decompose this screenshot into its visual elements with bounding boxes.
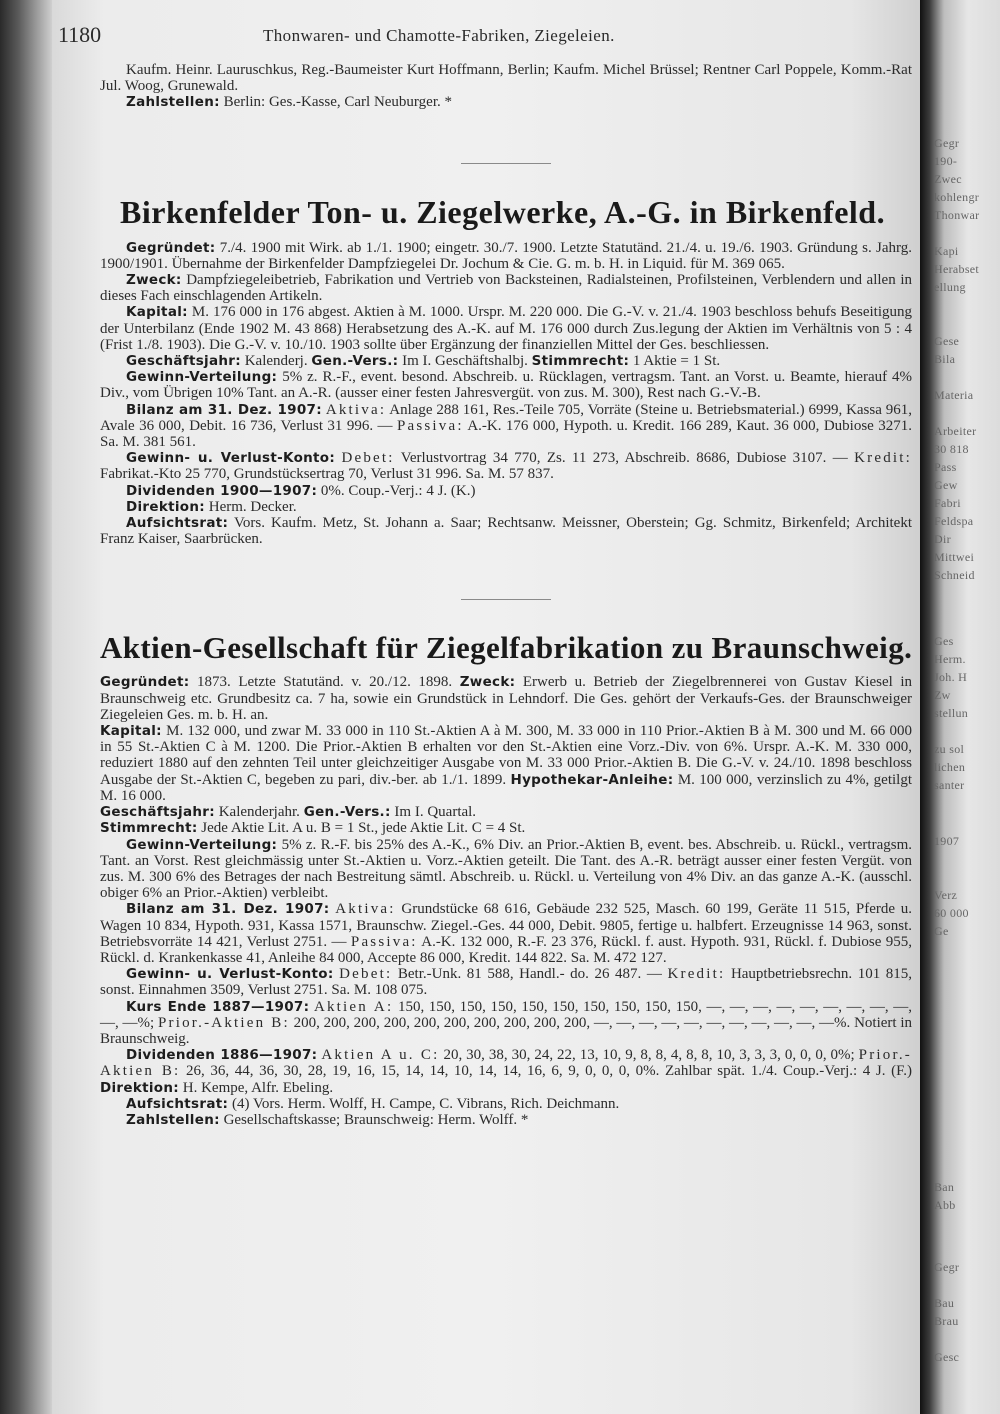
- field-label: Gewinn- u. Verlust-Konto:: [126, 966, 334, 983]
- zahlstellen-paragraph: [100, 1112, 912, 1128]
- adjacent-page-fragment: Zwec: [934, 172, 962, 186]
- field-label: Kurs Ende 1887—1907:: [126, 998, 310, 1015]
- field-value: M. 132 000, und zwar M. 33 000 in 110 St.-Aktien A à M. 300, M. 33 000 in 110 Prior.-Aktien B à M. 300 und M. 66 000 in 55 St.-Aktien C à M. 1200. Die Prior.-Aktien B erhalten vor den St.-Aktien eine Vorz.-Div. von 6%. Urspr. A.-K. M. 330 000, reduziert 1880 auf den zehnten Teil unter gleichzeitiger Ausgabe von M. 33 000 Prior.-Aktien B. Die G.-V. v. 24./10. 1898 beschloss Ausgabe der St.-Aktien C, begeben zu pari, div.-ber. ab 1./1. 1899.: [100, 723, 913, 788]
- company-title: Birkenfelder Ton- u. Ziegelwerke, A.-G. in Birkenfeld.: [120, 193, 886, 230]
- gegruendet-paragraph: [100, 240, 912, 272]
- adjacent-page-fragment: 60 000: [934, 906, 969, 920]
- adjacent-page-fragment: Dir: [934, 532, 951, 546]
- adjacent-page-fragment: Materia: [934, 388, 974, 402]
- board-members-continuation: Kaufm. Heinr. Lauruschkus, Reg.-Baumeister Kurt Hoffmann, Berlin; Kaufm. Michel Brüssel; Rentner Carl Poppele, Komm.-Rat Jul. Woog, Grunewald.: [100, 62, 912, 95]
- field-value: Im I. Geschäftshalbj.: [402, 353, 528, 370]
- field-value: Dampfziegeleibetrieb, Fabrikation und Vertrieb von Backsteinen, Radialsteinen, Profilsteinen, Verblendern und allen in dieses Fach einschlagenden Artikeln.: [100, 272, 912, 305]
- field-value: Berlin: Ges.-Kasse, Carl Neuburger. *: [223, 94, 452, 111]
- guv-paragraph: [100, 966, 912, 998]
- adjacent-page-fragment: Gegr: [934, 1260, 960, 1274]
- guv-paragraph: [100, 450, 912, 482]
- adjacent-page-fragment: 30 818: [934, 442, 969, 456]
- field-value: 200, 200, 200, 200, 200, 200, 200, 200, 200, 200, —, —, —, —, —, —, —, —, —, —, —%. Notiert in Braunschweig.: [100, 1014, 913, 1047]
- field-label: Gewinn-Verteilung:: [126, 836, 278, 853]
- adjacent-page-fragment: santer: [934, 778, 965, 792]
- adjacent-page-fragment: zu sol: [934, 742, 965, 756]
- field-value: Gesellschaftskasse; Braunschweig: Herm. Wolff. *: [223, 1111, 529, 1128]
- adjacent-page-fragment: Ge: [934, 924, 949, 938]
- company-title: Aktien-Gesellschaft für Ziegelfabrikation zu Braunschweig.: [100, 630, 913, 666]
- field-value: Fabrikat.-Kto 25 770, Grundstücksertrag 70, Verlust 31 996. Sa. M. 57 837.: [100, 466, 554, 483]
- field-label: Hypothekar-Anleihe:: [510, 771, 674, 788]
- direktion-paragraph: [100, 499, 912, 515]
- field-value: 20, 30, 38, 30, 24, 22, 13, 10, 9, 8, 8, 4, 8, 8, 10, 3, 3, 3, 0, 0, 0, 0%;: [443, 1047, 855, 1064]
- adjacent-page-edge: [920, 0, 1000, 1414]
- aufsichtsrat-paragraph: [100, 1096, 912, 1112]
- zahlstellen-paragraph: [100, 94, 912, 110]
- adjacent-page-fragment: Arbeiter: [934, 424, 977, 438]
- field-label: Aufsichtsrat:: [126, 1095, 229, 1112]
- kurs-aktien-a-label: Aktien A:: [313, 998, 394, 1015]
- field-value: M. 100 000, verzinslich zu 4%, getilgt M. 16 000.: [100, 771, 913, 804]
- kurs-prior-b-label: Prior.-Aktien B:: [157, 1014, 290, 1031]
- field-label: Dividenden 1900—1907:: [126, 482, 318, 499]
- field-label: Zahlstellen:: [126, 94, 220, 111]
- field-value: Im I. Quartal.: [394, 804, 477, 821]
- adjacent-page-fragment: Schneid: [934, 568, 975, 582]
- field-value: 150, 150, 150, 150, 150, 150, 150, 150, 150, 150, —, —, —, —, —, —, —, —, —, —, —%;: [100, 998, 913, 1031]
- field-label: Zweck:: [126, 272, 182, 289]
- field-value: Herm. Decker.: [208, 498, 297, 515]
- field-label: Gen.-Vers.:: [311, 353, 399, 370]
- field-value: Vors. Kaufm. Metz, St. Johann a. Saar; Rechtsanw. Meissner, Oberstein; Gg. Schmitz, Birkenfeld; Architekt Franz Kaiser, Saarbrücken.: [100, 515, 913, 548]
- adjacent-page-fragment: 190-: [934, 154, 958, 168]
- adjacent-page-fragment: Ges: [934, 634, 954, 648]
- adjacent-page-fragment: Ban: [934, 1180, 955, 1194]
- field-label: Direktion:: [126, 498, 205, 515]
- field-value: A.-K. 176 000, Hypoth. u. Kredit. 166 289, Kaut. 36 000, Dubiose 3271. Sa. M. 381 561.: [100, 417, 912, 451]
- adjacent-page-fragment: Brau: [934, 1314, 959, 1328]
- kurs-paragraph: [100, 999, 912, 1048]
- adjacent-page-fragment: Joh. H: [934, 670, 968, 684]
- adjacent-page-fragment: Gesc: [934, 1350, 960, 1364]
- page-content: [100, 62, 912, 1128]
- field-label: Gewinn-Verteilung:: [126, 369, 278, 386]
- field-label: Geschäftsjahr:: [126, 353, 241, 370]
- field-value: Kalenderjahr.: [218, 804, 300, 821]
- field-value: Anlage 288 161, Res.-Teile 705, Vorräte (Steine u. Betriebsmaterial.) 6999, Kassa 961, Avale 36 000, Debit. 16 736, Verlust 31 996. —: [100, 401, 912, 434]
- field-value: Betr.-Unk. 81 588, Handl.- do. 26 487. —: [397, 966, 662, 983]
- running-title: Thonwaren- und Chamotte-Fabriken, Ziegeleien.: [263, 26, 615, 45]
- adjacent-page-fragment: ellung: [934, 280, 966, 294]
- field-value: H. Kempe, Alfr. Ebeling.: [182, 1079, 334, 1096]
- field-value: Zahlbar spät. 1./4. Coup.-Verj.: 4 J. (F.): [665, 1063, 912, 1080]
- field-value: Grundstücke 68 616, Gebäude 232 525, Masch. 60 199, Geräte 11 515, Pferde u. Wagen 10 834, Hypoth. 931, Kassa 1571, Braunschw. Ziegel.-Ges. 44 000, Debit. 9805, fertige u. halbfert. Erzeugnisse 14 963, sonst. Betriebsvorräte 14 421, Verlust 2751. —: [100, 901, 913, 950]
- field-label: Bilanz am 31. Dez. 1907:: [126, 901, 330, 918]
- adjacent-page-fragment: Herm.: [934, 652, 966, 666]
- page-number: 1180: [58, 22, 102, 47]
- adjacent-page-fragment: Abb: [934, 1198, 956, 1212]
- adjacent-page-fragment: kohlengr: [934, 190, 980, 204]
- field-label: Zweck:: [459, 674, 516, 691]
- gewinn-verteilung-paragraph: [100, 837, 912, 902]
- kredit-label: Kredit:: [854, 450, 913, 467]
- company-entry-birkenfelder: [100, 194, 912, 548]
- bilanz-paragraph: [100, 901, 912, 966]
- passiva-label: Passiva:: [396, 417, 464, 434]
- field-value: Verlustvortrag 34 770, Zs. 11 273, Abschreib. 8686, Dubiose 3107. —: [400, 450, 848, 467]
- field-label: Gewinn- u. Verlust-Konto:: [126, 450, 336, 467]
- adjacent-page-fragment: Herabset: [934, 262, 980, 276]
- adjacent-page-fragment: Kapi: [934, 244, 959, 258]
- adjacent-page-fragment: stellun: [934, 706, 969, 720]
- kapital-paragraph: [100, 723, 912, 804]
- field-label: Gegründet:: [126, 239, 216, 256]
- adjacent-page-fragment: Thonwar: [934, 208, 980, 222]
- gegruendet-paragraph: [100, 674, 912, 723]
- field-value: Kalenderj.: [244, 353, 308, 370]
- adjacent-page-fragment: Mittwei: [934, 550, 975, 564]
- field-value: 26, 36, 44, 36, 30, 28, 19, 16, 15, 14, 14, 10, 14, 14, 16, 6, 9, 0, 0, 0, 0%.: [186, 1063, 660, 1080]
- adjacent-page-fragment: Bila: [934, 352, 956, 366]
- dividenden-paragraph: [100, 483, 912, 499]
- field-label: Geschäftsjahr:: [100, 804, 215, 821]
- kredit-label: Kredit:: [667, 966, 726, 983]
- field-label: Aufsichtsrat:: [126, 515, 229, 532]
- div-prior-b-label: Prior.-Aktien B:: [100, 1047, 912, 1080]
- section-divider: [461, 163, 551, 164]
- geschaeftsjahr-paragraph: [100, 353, 912, 369]
- section-divider: [461, 599, 551, 600]
- field-value: Erwerb u. Betrieb der Ziegelbrennerei von Gustav Kiesel in Braunschweig etc. Grundbesitz ca. 7 ha, sowie ein Grundstück in Lehndorf. Die Ges. gehört der Verkaufs-Ges. der Braunschweiger Ziegeleien Ges. m. b. H. an.: [100, 674, 913, 723]
- field-label: Gen.-Vers.:: [303, 804, 391, 821]
- adjacent-page-fragment: Gegr: [934, 136, 960, 150]
- debet-label: Debet:: [339, 966, 393, 983]
- div-aktien-ac-label: Aktien A u. C:: [321, 1047, 440, 1064]
- aktiva-label: Aktiva:: [335, 901, 396, 918]
- stimmrecht-paragraph: [100, 820, 912, 836]
- field-value: 0%. Coup.-Verj.: 4 J. (K.): [320, 482, 476, 499]
- field-value: Jede Aktie Lit. A u. B = 1 St., jede Aktie Lit. C = 4 St.: [201, 820, 526, 837]
- field-label: Kapital:: [126, 304, 188, 321]
- field-value: 7./4. 1900 mit Wirk. ab 1./1. 1900; eingetr. 30./7. 1900. Letzte Statutänd. 21./4. u. 19./6. 1903. Gründung s. Jahrg. 1900/1901. Übernahme der Birkenfelder Dampfziegelei Dr. Jochum & Cie. G. m. b. H. in Liquid. für M. 369 065.: [100, 239, 913, 272]
- kapital-paragraph: [100, 304, 912, 353]
- adjacent-page-fragment: lichen: [934, 760, 966, 774]
- adjacent-page-fragment: Verz: [934, 888, 958, 902]
- field-value: 5% z. R.-F. bis 25% des A.-K., 6% Div. an Prior.-Aktien B, event. bes. Abschreib. u. Rückl., vertragsm. Tant. an Vorst. Rest gleichmässig unter St.-Aktien u. Vorz.-Aktien geteilt. Die Tant. des A.-R. beträgt ausser einer festen Vergüt. von zus. M. 300 6% des Betrages der nach Bestreitung sämtl. Abschreib. u. Rückl. u. Verteilung von 4% Div. an das ganze A.-K. (ausschl. obiger 6% an Prior.-Aktien) verbleibt.: [100, 836, 913, 902]
- field-label: Zahlstellen:: [126, 1111, 220, 1128]
- zweck-paragraph: [100, 272, 912, 304]
- gewinn-verteilung-paragraph: [100, 369, 912, 401]
- adjacent-page-fragment: Pass: [934, 460, 957, 474]
- field-label: Dividenden 1886—1907:: [126, 1047, 318, 1064]
- field-label: Bilanz am 31. Dez. 1907:: [126, 401, 322, 418]
- adjacent-page-fragment: Feldspa: [934, 514, 974, 528]
- passiva-label: Passiva:: [350, 933, 418, 950]
- page-header: [58, 20, 918, 54]
- adjacent-page-fragment: Gew: [934, 478, 958, 492]
- field-label: Stimmrecht:: [100, 820, 198, 837]
- bilanz-paragraph: [100, 402, 912, 451]
- debet-label: Debet:: [341, 450, 395, 467]
- field-label: Gegründet:: [100, 674, 190, 691]
- field-value: M. 176 000 in 176 abgest. Aktien à M. 1000. Urspr. M. 220 000. Die G.-V. v. 21./4. 1903 beschloss behufs Beseitigung der Unterbilanz (Ende 1902 M. 43 868) Herabsetzung des A.-K. auf M. 176 000 durch Zus.legung der Aktien im Verhältnis von 5 : 4 (Frist 1./8. 1903). Die G.-V. v. 10./10. 1903 sollte über Ergänzung der finanziellen Mittel der Ges. beschliessen.: [100, 304, 912, 353]
- adjacent-page-fragment: Gese: [934, 334, 960, 348]
- field-value: A.-K. 132 000, R.-F. 23 376, Rückl. f. aust. Hypoth. 931, Rückl. f. Dubiose 955, Rückl. d. Krankenkasse 41, Anleihe 84 000, Accepte 86 000, Kredit. 144 822. Sa. M. 472 127.: [100, 933, 912, 966]
- company-entry-braunschweig: [100, 630, 912, 1128]
- geschaeftsjahr-paragraph: [100, 804, 912, 820]
- aufsichtsrat-paragraph: [100, 515, 912, 547]
- field-value: (4) Vors. Herm. Wolff, H. Campe, C. Vibrans, Rich. Deichmann.: [231, 1095, 620, 1112]
- field-label: Kapital:: [100, 723, 162, 740]
- field-label: Stimmrecht:: [531, 353, 630, 370]
- field-value: Hauptbetriebsrechn. 101 815, sonst. Einnahmen 3509, Verlust 2751. Sa. M. 108 075.: [100, 966, 913, 999]
- field-value: 5% z. R.-F., event. besond. Abschreib. u. Rücklagen, vertragsm. Tant. an Vorst. u. Beamte, hierauf 4% Div., vom Übrigen 10% Tant. an A.-R. (ausser einer festen Jahresvergüt. von zus. M. 300), Rest nach G.-V.-B.: [100, 369, 913, 402]
- aktiva-label: Aktiva:: [325, 401, 387, 418]
- field-value: 1 Aktie = 1 St.: [632, 353, 721, 370]
- adjacent-page-fragment: Bau: [934, 1296, 955, 1310]
- adjacent-page-fragment: Fabri: [934, 496, 961, 510]
- adjacent-page-fragment: Zw: [934, 688, 951, 702]
- adjacent-page-fragment: 1907: [934, 834, 960, 848]
- previous-entry-continuation: [100, 62, 912, 111]
- book-spine-shadow: [0, 0, 52, 1414]
- field-label: Direktion:: [100, 1079, 179, 1096]
- field-value: 1873. Letzte Statutänd. v. 20./12. 1898.: [197, 674, 453, 691]
- dividenden-paragraph: [100, 1047, 912, 1096]
